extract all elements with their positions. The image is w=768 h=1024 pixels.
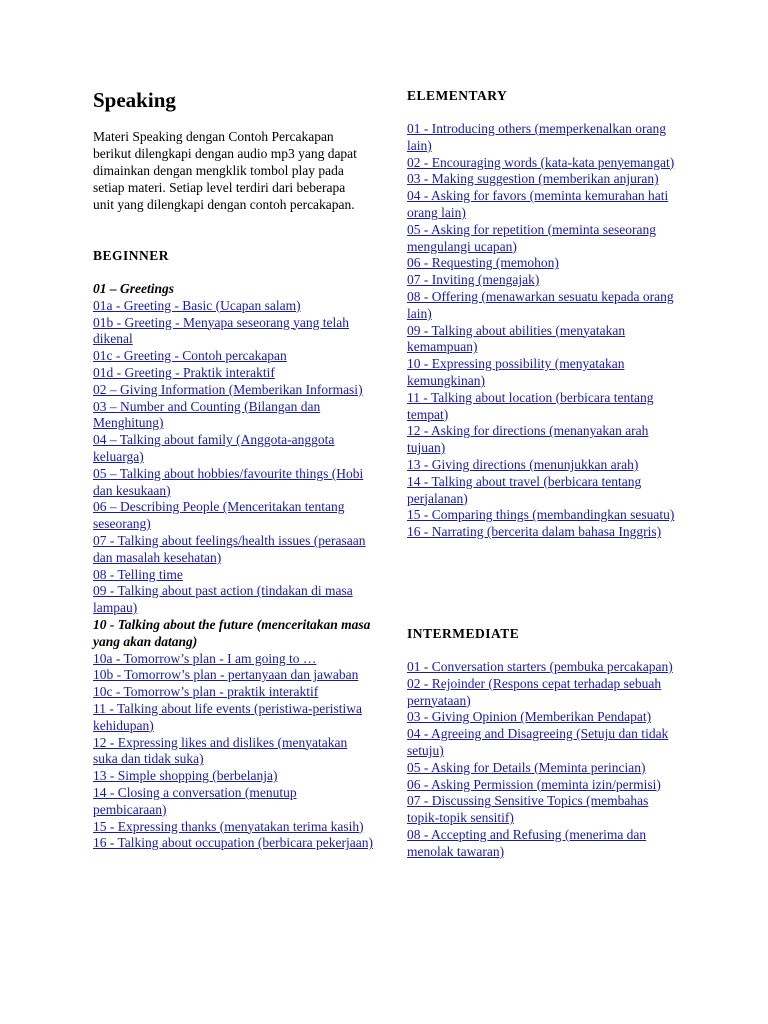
lesson-link[interactable]: 14 - Closing a conversation (menutup pembicaraan) [93, 784, 297, 817]
lesson-link[interactable]: 12 - Expressing likes and dislikes (menyatakan suka dan tidak suka) [93, 734, 348, 767]
lesson-link[interactable]: 04 - Agreeing and Disagreeing (Setuju dan tidak setuju) [407, 726, 669, 758]
lesson-link[interactable]: 15 - Comparing things (membandingkan sesuatu) [407, 507, 675, 523]
intermediate-heading: INTERMEDIATE [407, 626, 520, 641]
lesson-link[interactable]: 03 - Making suggestion (memberikan anjuran) [407, 171, 659, 187]
lesson-link[interactable]: 11 - Talking about location (berbicara tentang tempat) [407, 389, 654, 422]
lesson-link[interactable]: 07 - Discussing Sensitive Topics (membahas topik-topik sensitif) [407, 793, 649, 826]
lesson-link[interactable]: 10 - Expressing possibility (menyatakan kemungkinan) [407, 356, 625, 388]
lesson-link[interactable]: 05 – Talking about hobbies/favourite things (Hobi dan kesukaan) [93, 465, 364, 498]
lesson-link[interactable]: 06 - Requesting (memohon) [407, 255, 559, 271]
lesson-link[interactable]: 04 – Talking about family (Anggota-anggota keluarga) [93, 432, 335, 464]
lesson-link[interactable]: 10c - Tomorrow’s plan - praktik interaktif [93, 684, 319, 700]
lesson-link[interactable]: 01d - Greeting - Praktik interaktif [93, 364, 275, 380]
lesson-link[interactable]: 01a - Greeting - Basic (Ucapan salam) [93, 297, 301, 313]
lesson-link[interactable]: 07 - Talking about feelings/health issues (perasaan dan masalah kesehatan) [93, 532, 366, 565]
lesson-link[interactable]: 03 - Giving Opinion (Memberikan Pendapat) [407, 709, 652, 725]
lesson-link[interactable]: 11 - Talking about life events (peristiwa-peristiwa kehidupan) [93, 700, 362, 733]
section-future: 10 - Talking about the future (menceritakan masa yang akan datang) [93, 616, 371, 649]
lesson-link[interactable]: 09 - Talking about abilities (menyatakan kemampuan) [407, 322, 626, 355]
lesson-link[interactable]: 08 - Accepting and Refusing (menerima dan menolak tawaran) [407, 826, 647, 859]
elementary-list [407, 121, 682, 541]
beginner-list [93, 281, 373, 852]
lesson-link[interactable]: 16 - Talking about occupation (berbicara pekerjaan) [93, 835, 373, 851]
lesson-link[interactable]: 06 - Asking Permission (meminta izin/permisi) [407, 776, 661, 792]
lesson-link[interactable]: 05 - Asking for repetition (meminta seseorang mengulangi ucapan) [407, 221, 656, 254]
lesson-link[interactable]: 02 – Giving Information (Memberikan Informasi) [93, 381, 363, 397]
intro-paragraph: Materi Speaking dengan Contoh Percakapan berikut dilengkapi dengan audio mp3 yang dapat dimainkan dengan mengklik tombol play pada setiap materi. Setiap level terdiri dari beberapa unit yang dilengkapi dengan contoh percakapan. [93, 129, 357, 212]
elementary-heading: ELEMENTARY [407, 88, 508, 103]
lesson-link[interactable]: 01c - Greeting - Contoh percakapan [93, 348, 287, 364]
lesson-link[interactable]: 08 - Offering (menawarkan sesuatu kepada orang lain) [407, 288, 674, 321]
lesson-link[interactable]: 13 - Simple shopping (berbelanja) [93, 768, 278, 784]
lesson-link[interactable]: 02 - Rejoinder (Respons cepat terhadap sebuah pernyataan) [407, 675, 662, 708]
lesson-link[interactable]: 04 - Asking for favors (meminta kemurahan hati orang lain) [407, 188, 669, 220]
lesson-link[interactable]: 06 – Describing People (Menceritakan tentang seseorang) [93, 499, 345, 532]
lesson-link[interactable]: 12 - Asking for directions (menanyakan arah tujuan) [407, 423, 649, 456]
lesson-link[interactable]: 14 - Talking about travel (berbicara tentang perjalanan) [407, 473, 642, 506]
lesson-link[interactable]: 01 - Introducing others (memperkenalkan orang lain) [407, 121, 667, 153]
beginner-heading: BEGINNER [93, 248, 170, 263]
lesson-link[interactable]: 13 - Giving directions (menunjukkan arah) [407, 456, 639, 472]
lesson-link[interactable]: 01 - Conversation starters (pembuka percakapan) [407, 659, 673, 674]
lesson-link[interactable]: 10a - Tomorrow’s plan - I am going to … [93, 650, 317, 666]
lesson-link[interactable]: 01b - Greeting - Menyapa seseorang yang telah dikenal [93, 314, 350, 347]
page-title: Speaking [93, 88, 176, 112]
lesson-link[interactable]: 10b - Tomorrow’s plan - pertanyaan dan jawaban [93, 667, 359, 683]
lesson-link[interactable]: 05 - Asking for Details (Meminta perincian) [407, 759, 646, 775]
lesson-link[interactable]: 07 - Inviting (mengajak) [407, 272, 540, 288]
lesson-link[interactable]: 02 - Encouraging words (kata-kata penyemangat) [407, 154, 675, 170]
lesson-link[interactable]: 16 - Narrating (bercerita dalam bahasa Inggris) [407, 524, 662, 540]
lesson-link[interactable]: 09 - Talking about past action (tindakan di masa lampau) [93, 583, 353, 616]
intermediate-list [407, 659, 682, 861]
section-greetings: 01 – Greetings [93, 281, 174, 296]
lesson-link[interactable]: 08 - Telling time [93, 566, 183, 582]
lesson-link[interactable]: 15 - Expressing thanks (menyatakan terima kasih) [93, 818, 364, 834]
lesson-link[interactable]: 03 – Number and Counting (Bilangan dan Menghitung) [93, 398, 321, 431]
